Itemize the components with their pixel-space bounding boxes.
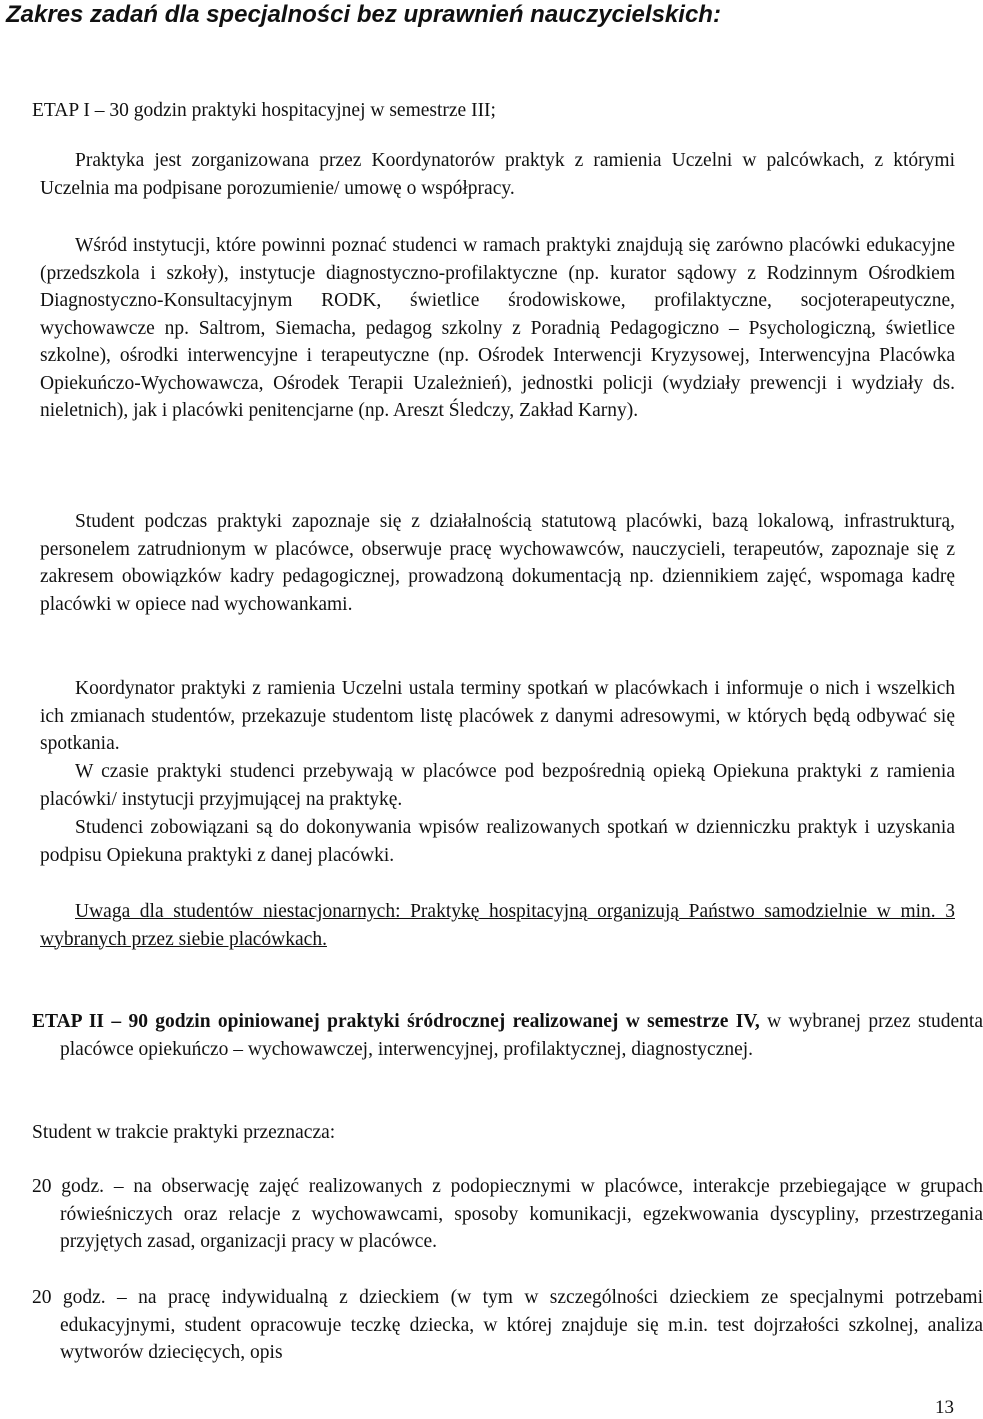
- etap2-heading: [32, 1008, 983, 1063]
- paragraph-journal: Studenci zobowiązani są do dokonywania wpisów realizowanych spotkań w dzienniczku praktyk i uzyskania podpisu Opiekuna praktyki z danej placówki.: [40, 817, 955, 866]
- page-number: 13: [935, 1397, 954, 1418]
- list-item: 20 godz. – na pracę indywidualną z dzieckiem (w tym w szczególności dzieckiem ze specjalnymi potrzebami edukacyjnymi, student opracowuje teczkę dziecka, w której znajduje się m.in. test dojrzałości szkolnej, analiza wytworów dziecięcych, opis: [32, 1287, 983, 1363]
- paragraph-organization: Praktyka jest zorganizowana przez Koordynatorów praktyk z ramienia Uczelni w palcówkach, z którymi Uczelnia ma podpisane porozumienie/ umowę o współpracy.: [40, 150, 955, 199]
- paragraph-coordinator: Koordynator praktyki z ramienia Uczelni ustala terminy spotkań w placówkach i informuje o nich i wszelkich ich zmianach studentów, przekazuje studentom listę placówek z danymi adresowymi, w których będą odbywać się spotkania.: [40, 678, 955, 754]
- note-part-time-students: Uwaga dla studentów niestacjonarnych: Praktykę hospitacyjną organizują Państwo samodzielnie w min. 3 wybranych przez siebie placówkach.: [40, 901, 955, 950]
- etap1-heading: ETAP I – 30 godzin praktyki hospitacyjnej w semestrze III;: [32, 100, 496, 121]
- paragraph-supervision: W czasie praktyki studenci przebywają w placówce pod bezpośrednią opieką Opiekuna praktyki z ramienia placówki/ instytucji przyjmującej na praktykę.: [40, 761, 955, 810]
- paragraph-student-duties: Student podczas praktyki zapoznaje się z działalnością statutową placówki, bazą lokalową, infrastrukturą, personelem zatrudnionym w placówce, obserwuje pracę wychowawców, nauczycieli, terapeutów, zapoznaje się z zakresem obowiązków kadry pedagogicznej, prowadzoną dokumentacją np. dziennikiem zajęć, wspomaga kadrę placówki w opiece nad wychowankami.: [40, 511, 955, 615]
- list-item: 20 godz. – na obserwację zajęć realizowanych z podopiecznymi w placówce, interakcje przebiegające w grupach rówieśniczych oraz relacje z wychowawcami, sposoby komunikacji, egzekwowania dyscypliny, przestrzegania przyjętych zasad, organizacji pracy w placówce.: [32, 1176, 983, 1252]
- etap2-heading-bold: ETAP II – 90 godzin opiniowanej praktyki śródrocznej realizowanej w semestrze IV,: [32, 1011, 760, 1032]
- etap2-heading-rest: w wybranej przez studenta placówce opiekuńczo – wychowawczej, interwencyjnej, profilaktycznej, diagnostycznej.: [60, 1011, 983, 1060]
- page-title: Zakres zadań dla specjalności bez uprawnień nauczycielskich:: [6, 1, 721, 28]
- etap2-intro: Student w trakcie praktyki przeznacza:: [32, 1122, 336, 1143]
- paragraph-institutions: Wśród instytucji, które powinni poznać studenci w ramach praktyki znajdują się zarówno placówki edukacyjne (przedszkola i szkoły), instytucje diagnostyczno-profilaktyczne (np. kurator sądowy z Rodzinnym Ośrodkiem Diagnostyczno-Konsultacyjnym RODK, świetlice środowiskowe, profilaktyczne, socjoterapeutyczne, wychowawcze np. Saltrom, Siemacha, pedagog szkolny z Poradnią Pedagogiczno – Psychologiczną, świetlice szkolne), ośrodki interwencyjne i terapeutyczne (np. Ośrodek Interwencji Kryzysowej, Interwencyjna Placówka Opiekuńczo-Wychowawcza, Ośrodek Terapii Uzależnień), jednostki policji (wydziały prewencji i wydziały ds. nieletnich), jak i placówki penitencjarne (np. Areszt Śledczy, Zakład Karny).: [40, 235, 955, 421]
